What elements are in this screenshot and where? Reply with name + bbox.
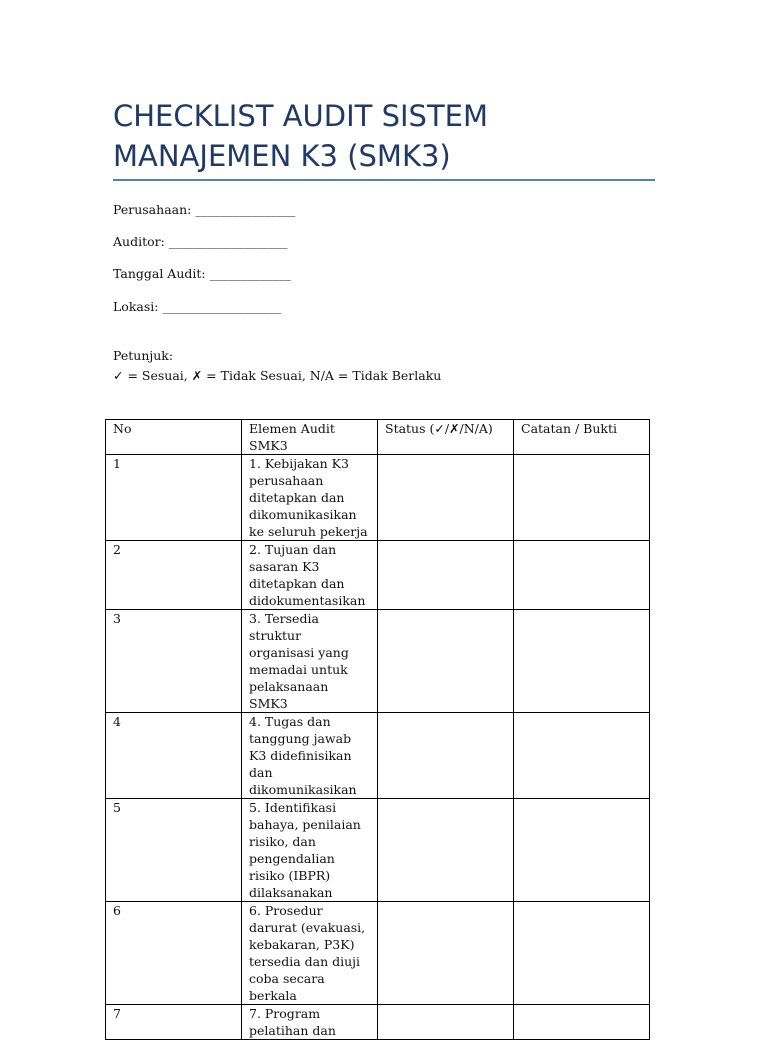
cell-no: 4: [106, 713, 242, 799]
table-row: [106, 1005, 650, 1040]
table-row: [106, 799, 650, 902]
cell-status[interactable]: [378, 1005, 514, 1040]
field-perusahaan: Perusahaan: ________________: [113, 202, 296, 217]
cell-no: 6: [106, 902, 242, 1005]
field-lokasi: Lokasi: ___________________: [113, 299, 282, 314]
cell-elemen: 1. Kebijakan K3 perusahaan ditetapkan dan dikomunikasikan ke seluruh pekerja: [242, 455, 378, 541]
cell-catatan[interactable]: [514, 455, 650, 541]
cell-elemen: 3. Tersedia struktur organisasi yang memadai untuk pelaksanaan SMK3: [242, 610, 378, 713]
cell-status[interactable]: [378, 799, 514, 902]
cell-status[interactable]: [378, 541, 514, 610]
cell-status[interactable]: [378, 610, 514, 713]
cell-status[interactable]: [378, 455, 514, 541]
cell-no: 3: [106, 610, 242, 713]
audit-checklist-table: [105, 419, 650, 1040]
title-divider: [113, 179, 655, 181]
table-row: [106, 902, 650, 1005]
instructions-legend: ✓ = Sesuai, ✗ = Tidak Sesuai, N/A = Tidak Berlaku: [113, 368, 442, 383]
page-title: CHECKLIST AUDIT SISTEM MANAJEMEN K3 (SMK3): [113, 99, 489, 173]
field-tanggal-audit: Tanggal Audit: _____________: [113, 266, 291, 281]
instructions-heading: Petunjuk:: [113, 348, 174, 363]
cell-elemen: 7. Program pelatihan dan: [242, 1005, 378, 1040]
cell-catatan[interactable]: [514, 541, 650, 610]
cell-elemen: 6. Prosedur darurat (evakuasi, kebakaran, P3K) tersedia dan diuji coba secara berkala: [242, 902, 378, 1005]
cell-elemen: 4. Tugas dan tanggung jawab K3 didefinisikan dan dikomunikasikan: [242, 713, 378, 799]
cell-no: 5: [106, 799, 242, 902]
header-elemen: Elemen Audit SMK3: [242, 420, 378, 455]
cell-status[interactable]: [378, 713, 514, 799]
table-row: [106, 455, 650, 541]
header-status: Status (✓/✗/N/A): [378, 420, 514, 455]
header-no: No: [106, 420, 242, 455]
cell-catatan[interactable]: [514, 713, 650, 799]
cell-elemen: 5. Identifikasi bahaya, penilaian risiko, dan pengendalian risiko (IBPR) dilaksanakan: [242, 799, 378, 902]
table-row: [106, 541, 650, 610]
table-row: [106, 713, 650, 799]
cell-no: 7: [106, 1005, 242, 1040]
field-auditor: Auditor: ___________________: [113, 234, 288, 249]
cell-no: 1: [106, 455, 242, 541]
cell-catatan[interactable]: [514, 610, 650, 713]
cell-status[interactable]: [378, 902, 514, 1005]
cell-no: 2: [106, 541, 242, 610]
header-catatan: Catatan / Bukti: [514, 420, 650, 455]
cell-catatan[interactable]: [514, 1005, 650, 1040]
table-row: [106, 610, 650, 713]
cell-elemen: 2. Tujuan dan sasaran K3 ditetapkan dan didokumentasikan: [242, 541, 378, 610]
cell-catatan[interactable]: [514, 799, 650, 902]
cell-catatan[interactable]: [514, 902, 650, 1005]
table-header-row: [106, 420, 650, 455]
